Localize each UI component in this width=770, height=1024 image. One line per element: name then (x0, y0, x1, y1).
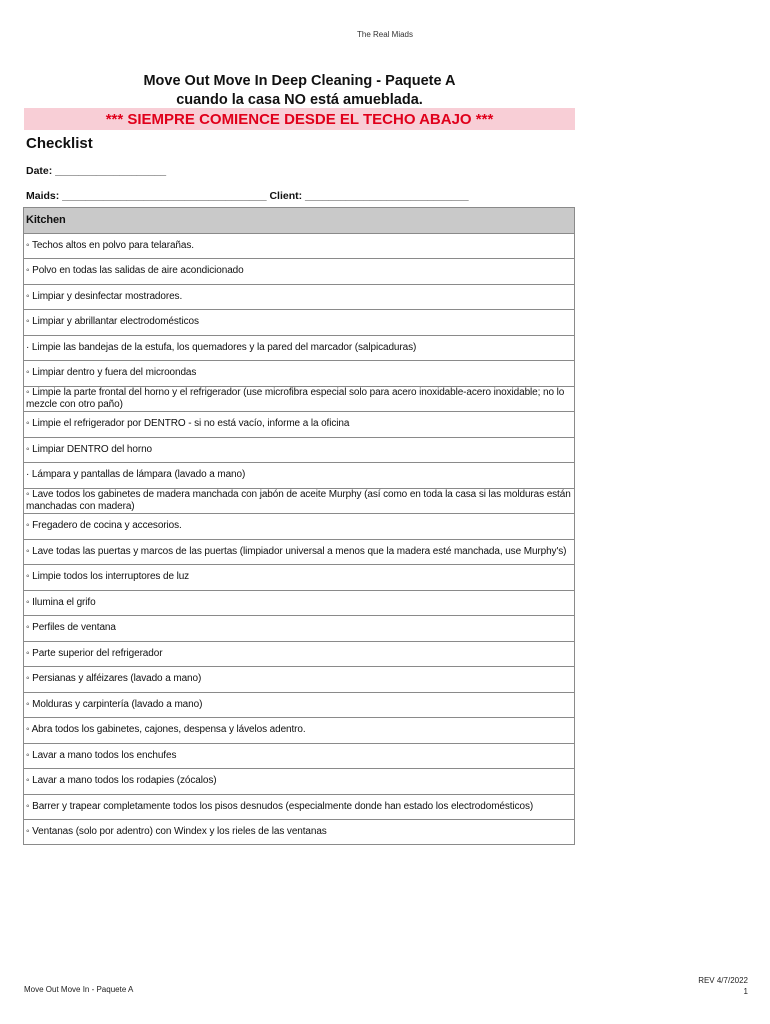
task-item: ◦ Limpiar y desinfectar mostradores. (24, 284, 575, 310)
task-item: ◦ Parte superior del refrigerador (24, 641, 575, 667)
date-field[interactable]: Date: ___________________ (26, 165, 167, 177)
table-row[interactable] (24, 539, 575, 565)
table-row[interactable] (24, 718, 575, 744)
table-row[interactable] (24, 769, 575, 795)
table-row[interactable] (24, 259, 575, 285)
table-row[interactable] (24, 820, 575, 845)
task-item: ◦ Limpie la parte frontal del horno y el refrigerador (use microfibra especial solo para acero inoxidable-acero inoxidable; no lo mezcle con otro paño) (24, 386, 575, 412)
section-name: Kitchen (24, 208, 575, 234)
footer-revision (698, 975, 748, 997)
task-item: ◦ Fregadero de cocina y accesorios. (24, 514, 575, 540)
table-row[interactable] (24, 794, 575, 820)
table-row[interactable] (24, 488, 575, 514)
table-row[interactable] (24, 743, 575, 769)
table-row[interactable] (24, 641, 575, 667)
task-item: ◦ Ventanas (solo por adentro) con Windex y los rieles de las ventanas (24, 820, 575, 845)
task-item: ◦ Polvo en todas las salidas de aire acondicionado (24, 259, 575, 285)
task-item: ◦ Lave todas las puertas y marcos de las puertas (limpiador universal a menos que la madera esté manchada, use Murphy's) (24, 539, 575, 565)
section-header-row (24, 208, 575, 234)
company-header: The Real Miads (356, 30, 414, 39)
task-item: ◦ Techos altos en polvo para telarañas. (24, 233, 575, 259)
task-item: ◦ Persianas y alféizares (lavado a mano) (24, 667, 575, 693)
table-row[interactable] (24, 692, 575, 718)
table-row[interactable] (24, 386, 575, 412)
task-item: ◦ Limpiar dentro y fuera del microondas (24, 361, 575, 387)
task-item: ◦ Molduras y carpintería (lavado a mano) (24, 692, 575, 718)
table-row[interactable] (24, 412, 575, 438)
table-row[interactable] (24, 463, 575, 489)
task-item: ◦ Lavar a mano todos los enchufes (24, 743, 575, 769)
table-row[interactable] (24, 310, 575, 336)
revision-date: REV 4/7/2022 (698, 976, 748, 985)
task-item: · Limpie las bandejas de la estufa, los quemadores y la pared del marcador (salpicaduras) (24, 335, 575, 361)
task-item: ◦ Lavar a mano todos los rodapies (zócalos) (24, 769, 575, 795)
task-item: ◦ Limpiar DENTRO del horno (24, 437, 575, 463)
table-row[interactable] (24, 335, 575, 361)
table-row[interactable] (24, 616, 575, 642)
page-title: Move Out Move In Deep Cleaning - Paquete A (143, 73, 456, 89)
table-row[interactable] (24, 667, 575, 693)
task-item: ◦ Lave todos los gabinetes de madera manchada con jabón de aceite Murphy (así como en toda la casa si las molduras están manchadas con madera) (24, 488, 575, 514)
task-item: · Lámpara y pantallas de lámpara (lavado a mano) (24, 463, 575, 489)
footer-document-name: Move Out Move In - Paquete A (24, 985, 134, 994)
task-item: ◦ Ilumina el grifo (24, 590, 575, 616)
table-row[interactable] (24, 565, 575, 591)
task-item: ◦ Abra todos los gabinetes, cajones, despensa y lávelos adentro. (24, 718, 575, 744)
task-item: ◦ Limpie el refrigerador por DENTRO - si no está vacío, informe a la oficina (24, 412, 575, 438)
kitchen-checklist-table (23, 207, 575, 845)
table-row[interactable] (24, 514, 575, 540)
checklist-heading: Checklist (26, 135, 93, 152)
task-item: ◦ Limpiar y abrillantar electrodomésticos (24, 310, 575, 336)
task-item: ◦ Barrer y trapear completamente todos los pisos desnudos (especialmente donde han estado los electrodomésticos) (24, 794, 575, 820)
warning-banner: *** SIEMPRE COMIENCE DESDE EL TECHO ABAJO *** (24, 108, 575, 130)
table-row[interactable] (24, 233, 575, 259)
task-item: ◦ Limpie todos los interruptores de luz (24, 565, 575, 591)
page-subtitle: cuando la casa NO está amueblada. (176, 92, 423, 108)
table-row[interactable] (24, 590, 575, 616)
table-row[interactable] (24, 284, 575, 310)
table-row[interactable] (24, 437, 575, 463)
page-number: 1 (743, 987, 748, 996)
maids-client-field[interactable]: Maids: ___________________________________ Client: ____________________________ (26, 190, 469, 202)
task-item: ◦ Perfiles de ventana (24, 616, 575, 642)
table-row[interactable] (24, 361, 575, 387)
